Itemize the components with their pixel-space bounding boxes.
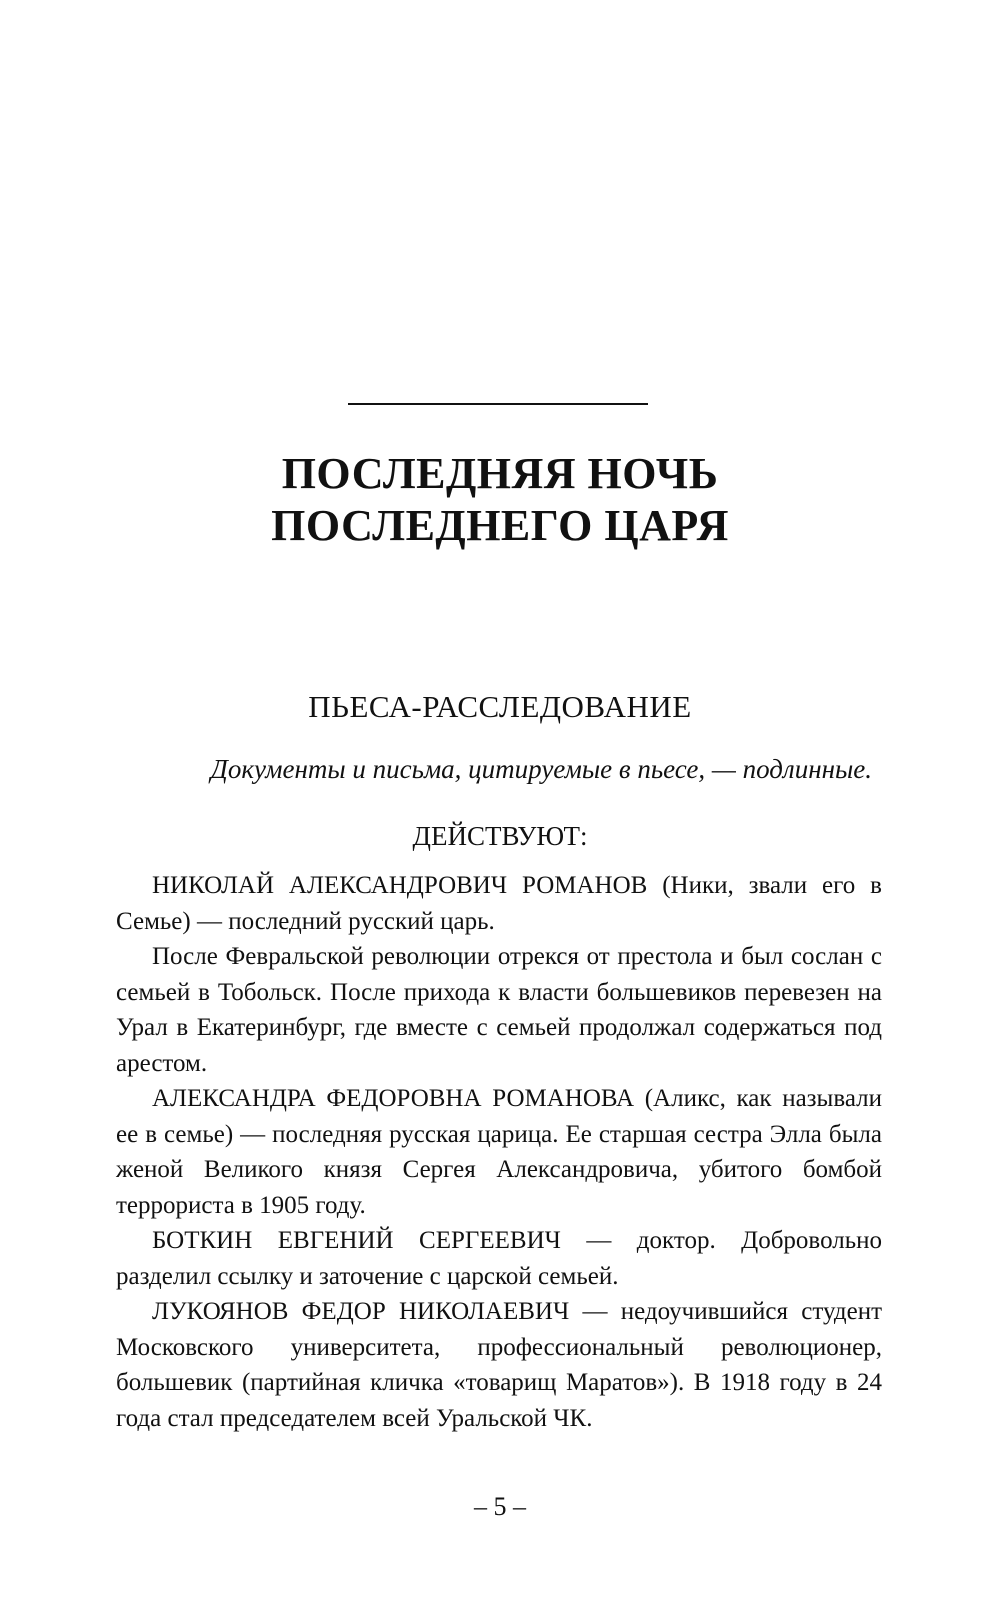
page-number: – 5 – <box>474 1492 526 1521</box>
page-title <box>0 448 1000 552</box>
title-line-2: ПОСЛЕДНЕГО ЦАРЯ <box>271 501 729 550</box>
cast-list <box>116 868 882 1436</box>
paragraph-botkin: БОТКИН ЕВГЕНИЙ СЕРГЕЕВИЧ — доктор. Добровольно разделил ссылку и заточение с царской семьей. <box>116 1227 882 1290</box>
paragraph-alexandra: АЛЕКСАНДРА ФЕДОРОВНА РОМАНОВА (Аликс, как называли ее в семье) — последняя русская царица. Ее старшая сестра Элла была женой Великого князя Сергея Александровича, убитого бомбой террориста в 1905 году. <box>116 1085 882 1219</box>
paragraph-nikolai-bio: После Февральской революции отрекся от престола и был сослан с семьей в Тобольск. После прихода к власти большевиков перевезен на Урал в Екатеринбург, где вместе с семьей продолжал содержаться под арестом. <box>116 943 882 1077</box>
cast-heading: ДЕЙСТВУЮТ: <box>412 821 588 851</box>
subtitle: ПЬЕСА-РАССЛЕДОВАНИЕ <box>308 689 692 724</box>
epigraph-note: Документы и письма, цитируемые в пьесе, — подлинные. <box>210 754 872 784</box>
paragraph-nikolai: НИКОЛАЙ АЛЕКСАНДРОВИЧ РОМАНОВ (Ники, звали его в Семье) — последний русский царь. <box>116 872 882 935</box>
title-line-1: ПОСЛЕДНЯЯ НОЧЬ <box>281 449 719 498</box>
title-rule <box>348 403 648 405</box>
paragraph-lukoyanov: ЛУКОЯНОВ ФЕДОР НИКОЛАЕВИЧ — недоучившийся студент Московского университета, профессиональный революционер, большевик (партийная кличка «товарищ Маратов»). В 1918 году в 24 года стал председателем всей Уральской ЧК. <box>116 1298 882 1432</box>
